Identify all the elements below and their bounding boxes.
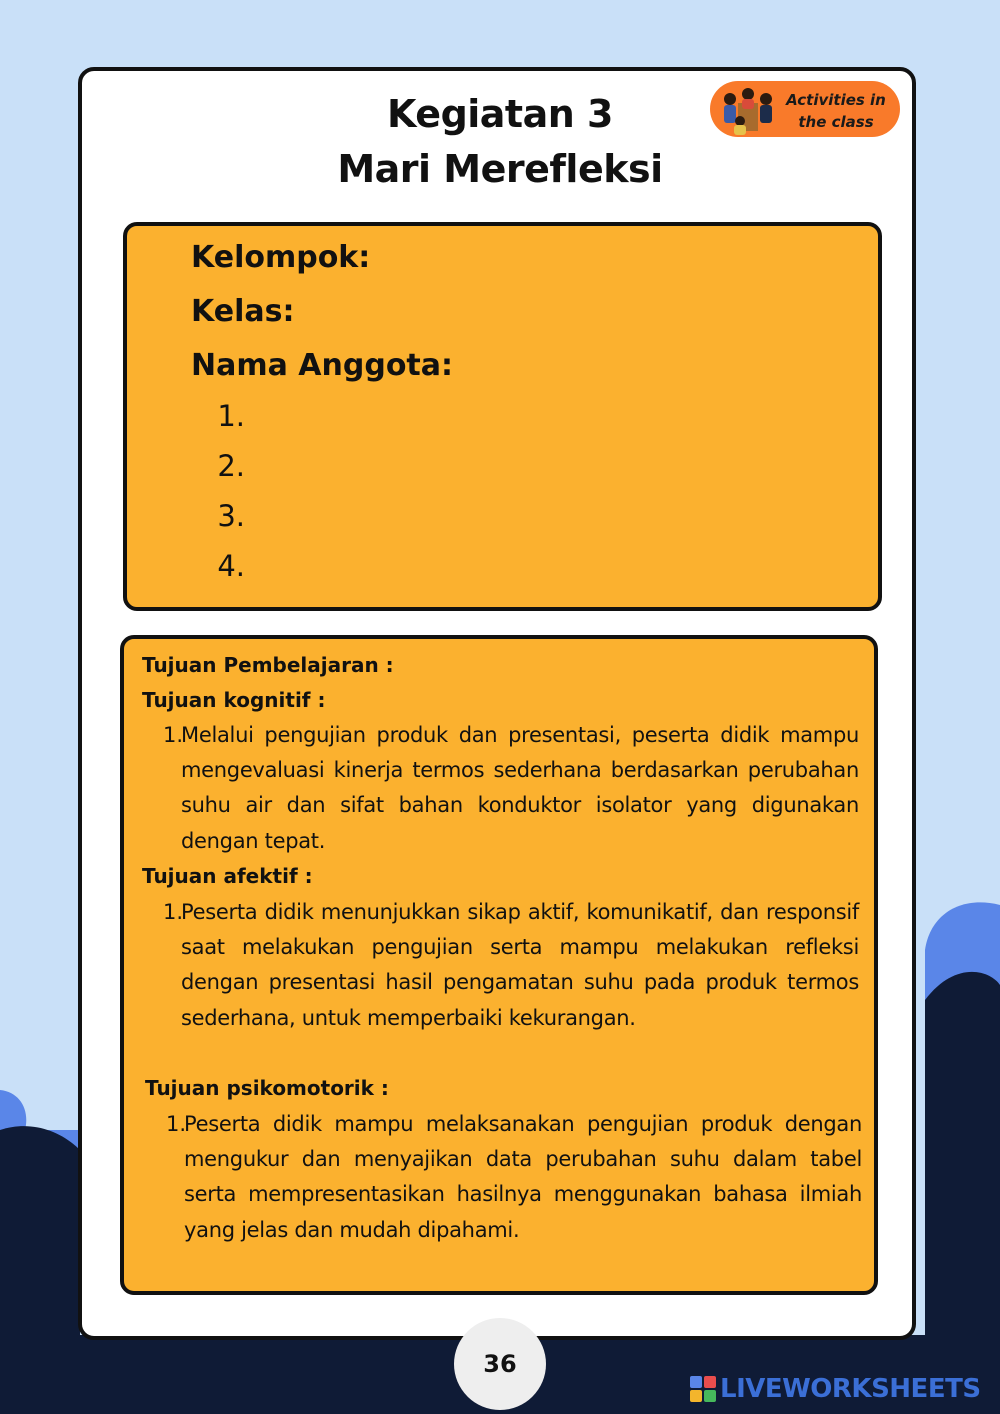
objectives-heading: Tujuan Pembelajaran : [142,653,394,677]
afektif-number: 1. [163,900,184,924]
nama-anggota-label: Nama Anggota: [191,348,454,383]
liveworksheets-watermark [690,1372,981,1406]
kognitif-number: 1. [163,723,184,747]
psikomotorik-heading: Tujuan psikomotorik : [145,1076,389,1100]
member-number-1: 1. [217,399,245,433]
member-number-4: 4. [217,549,245,583]
kognitif-text: Melalui pengujian produk dan presentasi, peserta didik mampu mengevaluasi kinerja termos sederhana berdasarkan perubahan suhu air dan sifat bahan konduktor isolator yang digunakan dengan tepat. [181,723,859,853]
activities-badge [710,81,900,137]
kognitif-heading: Tujuan kognitif : [142,688,326,712]
badge-line2: the class [798,113,874,131]
page-number: 36 [454,1318,546,1410]
afektif-heading: Tujuan afektif : [142,864,313,888]
kelompok-label: Kelompok: [191,240,371,275]
watermark-text: LIVEWORKSHEETS [720,1374,981,1404]
liveworksheets-logo-icon [690,1376,716,1402]
afektif-text: Peserta didik menunjukkan sikap aktif, komunikatif, dan responsif saat melakukan pengujian serta mampu melakukan refleksi dengan presentasi hasil pengamatan suhu pada produk termos sederhana, untuk memperbaiki kekurangan. [181,900,859,1030]
member-number-2: 2. [217,449,245,483]
badge-line1: Activities in [786,91,886,109]
psikomotorik-number: 1. [166,1112,187,1136]
psikomotorik-text: Peserta didik mampu melaksanakan pengujian produk dengan mengukur dan menyajikan data perubahan suhu dalam tabel serta mempresentasikan hasilnya menggunakan bahasa ilmiah yang jelas dan mudah dipahami. [184,1112,862,1242]
activity-title: Kegiatan 3 [387,92,613,136]
activity-subtitle: Mari Merefleksi [337,147,663,191]
member-number-3: 3. [217,499,245,533]
students-illustration-icon [716,85,780,135]
kelas-label: Kelas: [191,294,295,329]
